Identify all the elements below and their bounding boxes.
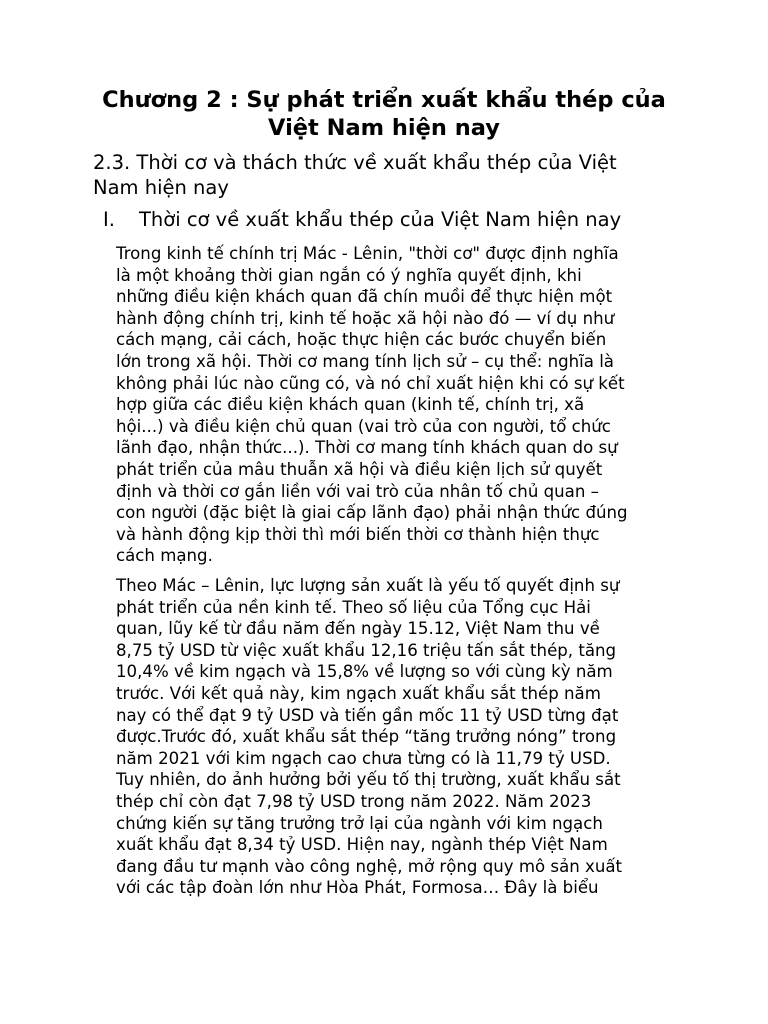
paragraph-2 [116, 575, 676, 899]
paragraph-line: lớn trong xã hội. Thời cơ mang tính lịch sử – cụ thể: nghĩa là [116, 351, 614, 371]
paragraph-line: trước. Với kết quả này, kim ngạch xuất khẩu sắt thép năm [116, 683, 601, 703]
paragraph-line: chứng kiến sự tăng trưởng trở lại của ngành với kim ngạch [116, 813, 603, 833]
chapter-title [60, 86, 708, 142]
section-heading [93, 150, 693, 200]
paragraph-line: định và thời cơ gắn liền với vai trò của nhân tố chủ quan – [116, 481, 599, 501]
paragraph-line: con người (đặc biệt là giai cấp lãnh đạo) phải nhận thức đúng [116, 503, 628, 523]
paragraph-line: hành động chính trị, kinh tế hoặc xã hội nào đó — ví dụ như [116, 308, 615, 328]
paragraph-line: phát triển của mâu thuẫn xã hội và điều kiện lịch sử quyết [116, 459, 603, 479]
paragraph-line: hội...) và điều kiện chủ quan (vai trò của con người, tổ chức [116, 416, 611, 436]
paragraph-line: 8,75 tỷ USD từ việc xuất khẩu 12,16 triệu tấn sắt thép, tăng [116, 640, 617, 660]
paragraph-1 [116, 243, 676, 567]
paragraph-line: không phải lúc nào cũng có, và nó chỉ xuất hiện khi có sự kết [116, 373, 625, 393]
paragraph-line: năm 2021 với kim ngạch cao chưa từng có là 11,79 tỷ USD. [116, 748, 611, 768]
subsection-number: I. [103, 208, 115, 231]
paragraph-line: Tuy nhiên, do ảnh hưởng bởi yếu tố thị trường, xuất khẩu sắt [116, 770, 621, 790]
paragraph-line: Theo Mác – Lênin, lực lượng sản xuất là yếu tố quyết định sự [116, 576, 620, 595]
paragraph-line: đang đầu tư mạnh vào công nghệ, mở rộng quy mô sản xuất [116, 856, 623, 876]
paragraph-line: lãnh đạo, nhận thức...). Thời cơ mang tính khách quan do sự [116, 438, 618, 458]
paragraph-line: Trong kinh tế chính trị Mác - Lênin, "thời cơ" được định nghĩa [116, 244, 619, 263]
section-heading-line-1: 2.3. Thời cơ và thách thức về xuất khẩu thép của Việt [93, 151, 617, 174]
paragraph-line: cách mạng, cải cách, hoặc thực hiện các bước chuyển biến [116, 330, 607, 350]
paragraph-line: hợp giữa các điều kiện khách quan (kinh tế, chính trị, xã [116, 395, 585, 415]
paragraph-line: và hành động kịp thời thì mới biến thời cơ thành hiện thực [116, 524, 600, 544]
paragraph-line: những điều kiện khách quan đã chín muồi để thực hiện một [116, 287, 613, 307]
paragraph-line: là một khoảng thời gian ngắn có ý nghĩa quyết định, khi [116, 265, 582, 285]
chapter-title-line-2: Việt Nam hiện nay [268, 115, 500, 141]
subsection-heading [103, 207, 723, 232]
paragraph-line: nay có thể đạt 9 tỷ USD và tiến gần mốc 11 tỷ USD từng đạt [116, 705, 619, 725]
section-heading-line-2: Nam hiện nay [93, 176, 229, 199]
subsection-title: Thời cơ về xuất khẩu thép của Việt Nam hiện nay [139, 208, 622, 231]
chapter-title-line-1: Chương 2 : Sự phát triển xuất khẩu thép của [102, 87, 666, 113]
paragraph-line: cách mạng. [116, 546, 213, 566]
paragraph-line: thép chỉ còn đạt 7,98 tỷ USD trong năm 2022. Năm 2023 [116, 791, 592, 811]
paragraph-line: với các tập đoàn lớn như Hòa Phát, Formosa… Đây là biểu [116, 878, 599, 898]
paragraph-line: được.Trước đó, xuất khẩu sắt thép “tăng trưởng nóng” trong [116, 727, 617, 747]
paragraph-line: 10,4% về kim ngạch và 15,8% về lượng so với cùng kỳ năm [116, 662, 613, 682]
paragraph-line: quan, lũy kế từ đầu năm đến ngày 15.12, Việt Nam thu về [116, 619, 600, 639]
paragraph-line: phát triển của nền kinh tế. Theo số liệu của Tổng cục Hải [116, 597, 591, 617]
paragraph-line: xuất khẩu đạt 8,34 tỷ USD. Hiện nay, ngành thép Việt Nam [116, 835, 608, 855]
